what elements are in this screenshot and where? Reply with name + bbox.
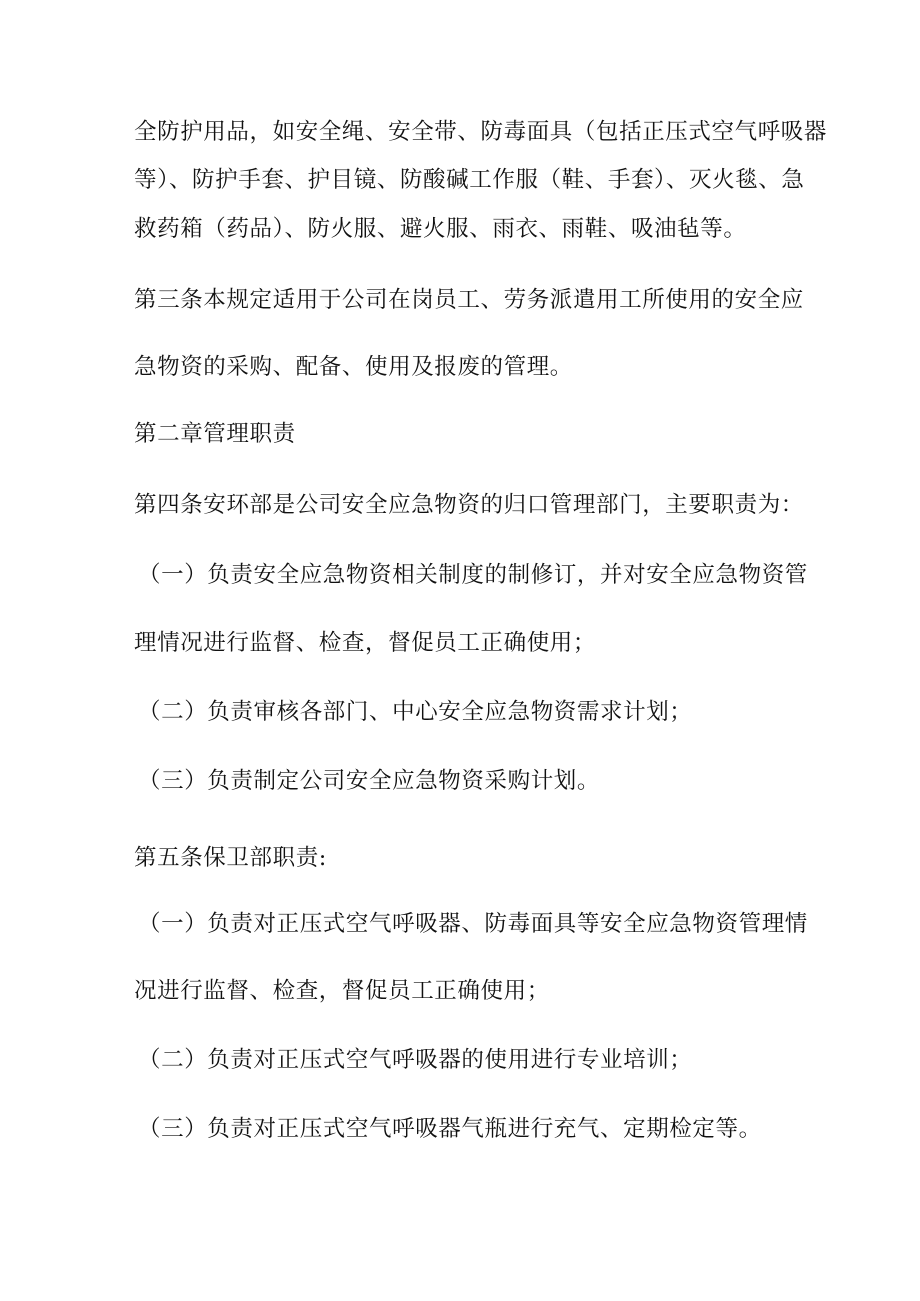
article-4-line: 第四条安环部是公司安全应急物资的归口管理部门，主要职责为： xyxy=(134,492,804,518)
text-line: 况进行监督、检查，督促员工正确使用； xyxy=(134,978,550,1004)
text-line: 理情况进行监督、检查，督促员工正确使用； xyxy=(134,630,597,656)
article-5-line: 第五条保卫部职责: xyxy=(134,845,327,871)
article-3-line: 第三条本规定适用于公司在岗员工、劳务派遣用工所使用的安全应 xyxy=(134,287,804,313)
list-item: （二）负责审核各部门、中心安全应急物资需求计划； xyxy=(138,699,693,725)
list-item: （一）负责安全应急物资相关制度的制修订，并对安全应急物资管 xyxy=(138,562,808,588)
text-line: 等）、防护手套、护目镜、防酸碱工作服（鞋、手套）、灭火毯、急 xyxy=(134,167,805,193)
list-item: （三）负责对正压式空气呼吸器气瓶进行充气、定期检定等。 xyxy=(138,1116,762,1142)
list-item: （二）负责对正压式空气呼吸器的使用进行专业培训； xyxy=(138,1047,693,1073)
list-item: （一）负责对正压式空气呼吸器、防毒面具等安全应急物资管理情 xyxy=(138,911,808,937)
chapter-heading: 第二章管理职责 xyxy=(134,421,296,447)
list-item: （三）负责制定公司安全应急物资采购计划。 xyxy=(138,768,601,794)
text-line: 救药箱（药品）、防火服、避火服、雨衣、雨鞋、吸油毡等。 xyxy=(134,216,747,242)
text-line: 急物资的采购、配备、使用及报废的管理。 xyxy=(134,354,573,380)
text-line: 全防护用品，如安全绳、安全带、防毒面具（包括正压式空气呼吸器 xyxy=(134,119,828,145)
